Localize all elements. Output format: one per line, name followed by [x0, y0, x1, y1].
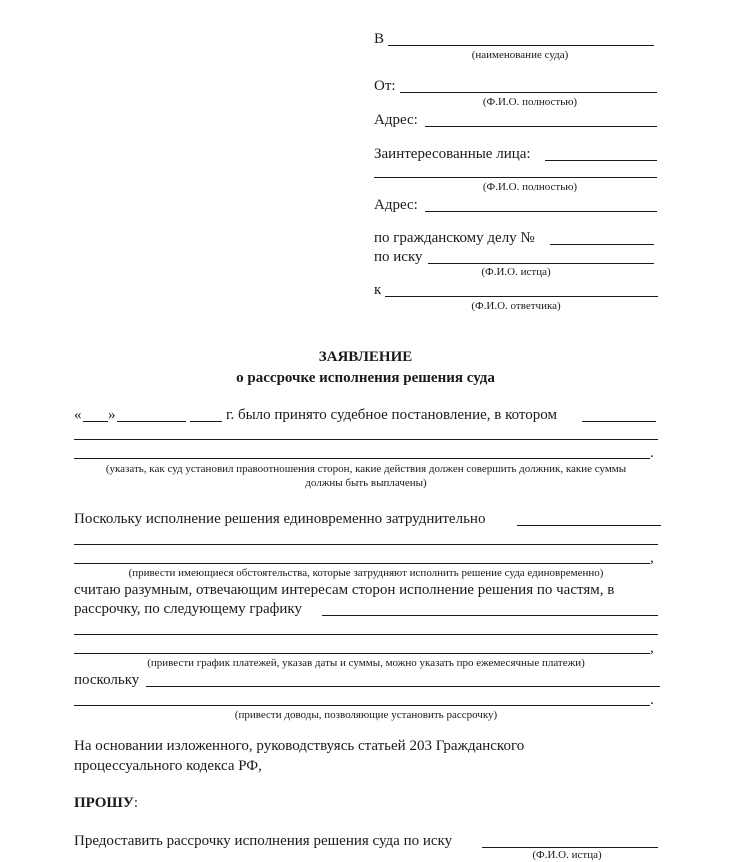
decision-line-3[interactable] — [74, 458, 650, 459]
schedule-hint: (привести график платежей, указав даты и суммы, можно указать про ежемесячные платежи) — [147, 657, 585, 669]
open-quote: « — [74, 407, 82, 423]
schedule-text-line2: рассрочку, по следующему графику — [74, 601, 303, 617]
schedule-line-1[interactable] — [322, 615, 658, 616]
reasons-line-2[interactable] — [74, 705, 650, 706]
claim-label: по иску — [374, 249, 423, 265]
request-heading — [74, 794, 138, 812]
k-label: к — [374, 282, 382, 298]
reasons-text: поскольку — [74, 672, 140, 688]
document-subtitle: о рассрочке исполнения решения суда — [236, 370, 495, 386]
date-month-line[interactable] — [117, 421, 186, 422]
decision-hint-line1: (указать, как суд установил правоотношения сторон, какие действия должен совершить должник, какие суммы — [105, 463, 627, 475]
request-text: Предоставить рассрочку исполнения решения суда по иску — [74, 833, 453, 849]
schedule-line-2[interactable] — [74, 634, 658, 635]
defendant-line[interactable] — [385, 296, 658, 297]
defendant-hint: (Ф.И.О. ответчика) — [471, 300, 561, 312]
schedule-line-3[interactable] — [74, 653, 650, 654]
difficulty-line-2[interactable] — [74, 544, 658, 545]
case-number-line[interactable] — [550, 244, 654, 245]
case-label: по гражданскому делу № — [374, 230, 535, 246]
request-plaintiff-hint: (Ф.И.О. истца) — [532, 849, 602, 861]
plaintiff-hint: (Ф.И.О. истца) — [481, 266, 551, 278]
address-label-2: Адрес: — [374, 197, 418, 213]
court-name-line[interactable] — [388, 45, 654, 46]
date-day-line[interactable] — [83, 421, 108, 422]
interested-line-1[interactable] — [545, 160, 657, 161]
from-name-line[interactable] — [400, 92, 657, 93]
schedule-text-line1: считаю разумным, отвечающим интересам сторон исполнение решения по частям, в — [74, 582, 615, 598]
interested-line-2[interactable] — [374, 177, 657, 178]
reasons-period: . — [650, 692, 654, 708]
address-label-1: Адрес: — [374, 112, 418, 128]
basis-text-line1: На основании изложенного, руководствуясь статьей 203 Гражданского — [74, 738, 525, 754]
decision-line-1[interactable] — [582, 421, 656, 422]
request-heading-colon: : — [133, 795, 139, 811]
plaintiff-line[interactable] — [428, 263, 654, 264]
schedule-comma: , — [650, 640, 654, 656]
to-label: В — [374, 31, 385, 47]
difficulty-text: Поскольку исполнение решения единовременно затруднительно — [74, 511, 486, 527]
address-line-1[interactable] — [425, 126, 657, 127]
difficulty-line-1[interactable] — [517, 525, 661, 526]
decision-text: г. было принято судебное постановление, в котором — [226, 407, 557, 423]
document-title: ЗАЯВЛЕНИЕ — [318, 349, 413, 365]
difficulty-line-3[interactable] — [74, 563, 650, 564]
address-line-2[interactable] — [425, 211, 657, 212]
interested-label: Заинтересованные лица: — [374, 146, 531, 162]
request-plaintiff-line[interactable] — [482, 847, 658, 848]
interested-fio-hint: (Ф.И.О. полностью) — [482, 181, 578, 193]
reasons-hint: (привести доводы, позволяющие установить рассрочку) — [234, 709, 498, 721]
from-label: От: — [374, 78, 396, 94]
reasons-line-1[interactable] — [146, 686, 660, 687]
decision-hint-line2: должны быть выплачены) — [305, 477, 427, 489]
difficulty-comma: , — [650, 550, 654, 566]
close-quote: » — [108, 407, 116, 423]
court-hint: (наименование суда) — [471, 49, 569, 61]
decision-line-2[interactable] — [74, 439, 658, 440]
request-heading-word: ПРОШУ — [74, 795, 134, 811]
basis-text-line2: процессуального кодекса РФ, — [74, 758, 262, 774]
difficulty-hint: (привести имеющиеся обстоятельства, которые затрудняют исполнить решение суда единовременно) — [128, 567, 604, 579]
date-year-line[interactable] — [190, 421, 222, 422]
from-fio-hint: (Ф.И.О. полностью) — [482, 96, 578, 108]
decision-period: . — [650, 445, 654, 461]
